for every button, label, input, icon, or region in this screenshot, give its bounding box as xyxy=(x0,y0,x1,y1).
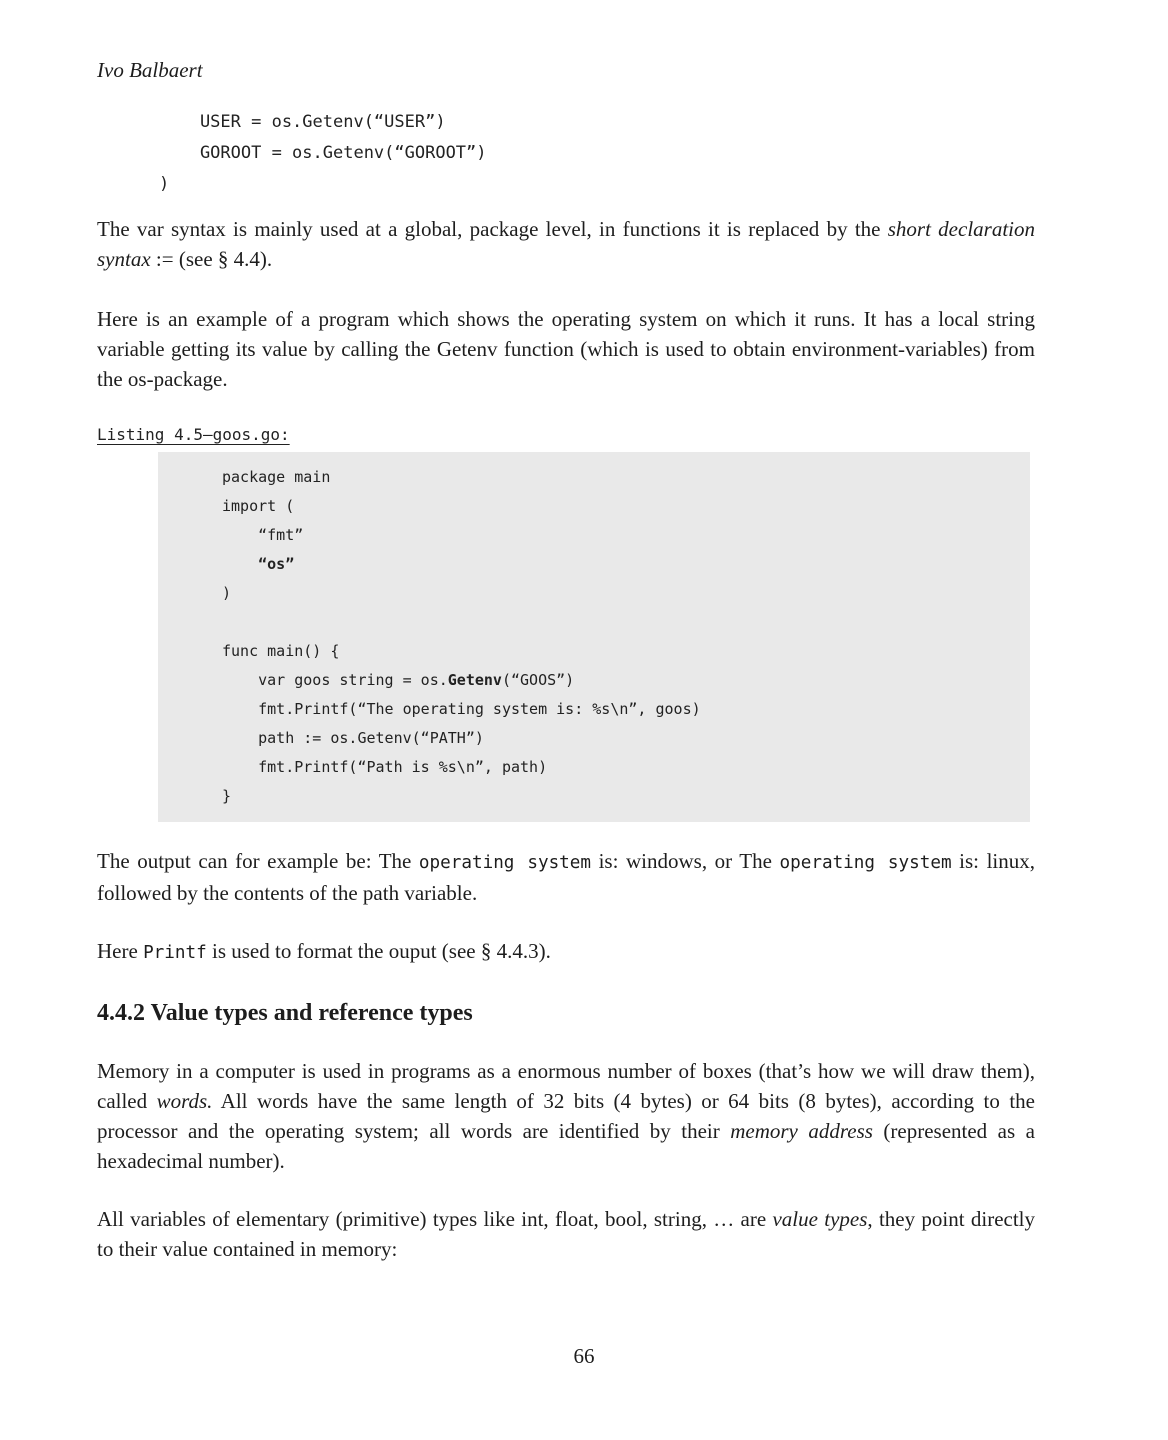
code-segment: package main xyxy=(222,468,331,486)
text-segment: short declaration syntax xyxy=(97,217,1036,271)
text-segment: := (see § 4.4). xyxy=(150,247,273,271)
code-line xyxy=(222,579,1030,608)
code-segment: fmt.Printf(“Path is %s\n”, path) xyxy=(222,758,548,776)
text-segment: (represented as a hexadecimal number). xyxy=(97,1119,1035,1173)
text-segment: All variables of elementary (primitive) types like int, float, bool, string, … are xyxy=(97,1207,773,1231)
code-line xyxy=(222,695,1030,724)
text-segment: is: linux, followed by the contents of the path variable. xyxy=(97,849,1035,905)
text-segment: words. xyxy=(156,1089,213,1113)
text-segment: operating system xyxy=(779,853,952,873)
paragraph-value-types xyxy=(97,1204,1035,1264)
code-line xyxy=(159,107,1035,138)
text-segment: Printf xyxy=(143,943,207,963)
text-segment: value types xyxy=(772,1207,868,1231)
paragraph-output xyxy=(97,846,1035,908)
code-line xyxy=(222,724,1030,753)
running-header-author: Ivo Balbaert xyxy=(97,58,203,82)
code-segment: func main() { xyxy=(222,642,340,660)
text-segment: is: windows, or The xyxy=(591,849,780,873)
text-segment: The output can for example be: The xyxy=(97,849,419,873)
code-line xyxy=(222,550,1030,579)
code-line xyxy=(222,753,1030,782)
code-line xyxy=(222,608,1030,637)
code-line xyxy=(222,492,1030,521)
paragraph-var-syntax xyxy=(97,214,1035,274)
code-line xyxy=(222,521,1030,550)
page-number: 66 xyxy=(573,1344,595,1368)
paragraph-example-intro xyxy=(97,304,1035,394)
code-segment: import ( xyxy=(222,497,295,515)
code-line xyxy=(222,463,1030,492)
code-segment: (“GOOS”) xyxy=(501,671,575,689)
code-segment: Getenv xyxy=(447,671,502,689)
code-segment: ) xyxy=(222,584,232,602)
code-line xyxy=(159,169,1035,200)
code-line xyxy=(222,637,1030,666)
code-line xyxy=(222,666,1030,695)
text-segment: operating system xyxy=(418,853,592,873)
section-heading-442: 4.4.2 Value types and reference types xyxy=(97,1000,473,1026)
code-line xyxy=(159,138,1035,169)
text-segment: is used to format the ouput (see § 4.4.3). xyxy=(206,939,551,963)
code-segment: ) xyxy=(159,174,170,194)
code-segment: GOROOT = os.Getenv(“GOROOT”) xyxy=(159,143,487,163)
code-segment: “fmt” xyxy=(222,526,304,544)
text-segment: Here is an example of a program which shows the operating system on which it runs. It has a local string variable getting its value by calling the Getenv function (which is used to obtain environment-variables) from the os-package. xyxy=(97,307,1035,391)
code-segment: var goos string = os. xyxy=(222,671,448,689)
code-block-goos-go xyxy=(158,452,1030,822)
code-segment: USER = os.Getenv(“USER”) xyxy=(159,112,446,132)
code-segment: fmt.Printf(“The operating system is: %s\n”, goos) xyxy=(222,700,701,718)
paragraph-memory xyxy=(97,1056,1035,1176)
top-code-snippet xyxy=(159,107,1035,200)
code-segment: “os” xyxy=(258,555,295,573)
text-segment: Memory in a computer is used in programs as a enormous number of boxes (that’s how we will draw them), called xyxy=(97,1059,1035,1113)
code-segment xyxy=(222,555,258,573)
listing-label: Listing 4.5—goos.go: xyxy=(97,425,290,444)
text-segment: memory address xyxy=(730,1119,873,1143)
text-segment: All words have the same length of 32 bits (4 bytes) or 64 bits (8 bytes), according to the processor and the operating system; all words are identified by their xyxy=(97,1089,1035,1143)
paragraph-printf-note xyxy=(97,936,1035,968)
text-segment: Here xyxy=(97,939,144,963)
code-segment: } xyxy=(222,787,232,805)
code-line xyxy=(222,782,1030,811)
text-segment: The var syntax is mainly used at a global, package level, in functions it is replaced by the xyxy=(97,217,888,241)
code-segment: path := os.Getenv(“PATH”) xyxy=(222,729,484,747)
text-segment: , they point directly to their value contained in memory: xyxy=(97,1207,1036,1261)
